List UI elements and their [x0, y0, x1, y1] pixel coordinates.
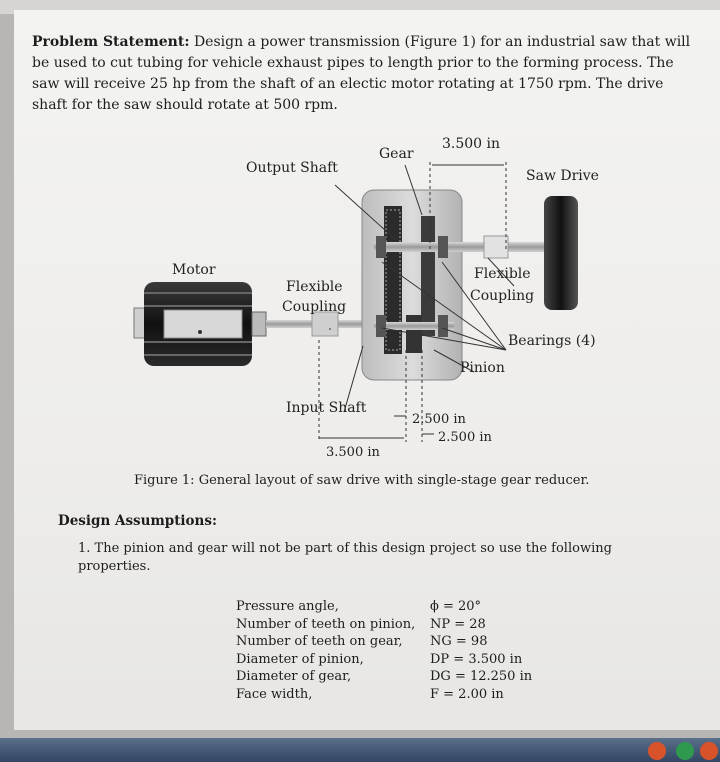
label-dim-2500-b: 2.500 in [438, 430, 492, 445]
taskbar-app-icon[interactable] [676, 742, 694, 760]
label-dim-top: 3.500 in [442, 136, 501, 152]
right-coupling [484, 236, 508, 258]
document-page [14, 10, 720, 730]
saw-drive-wheel [544, 196, 578, 310]
label-gear: Gear [379, 146, 414, 162]
property-row: Diameter of pinion, DP = 3.500 in [236, 651, 523, 667]
label-motor: Motor [172, 262, 216, 278]
taskbar-app-icon[interactable] [700, 742, 718, 760]
label-flexible-coupling-right-2: Coupling [470, 288, 535, 304]
output-shaft [374, 242, 550, 252]
label-saw-drive: Saw Drive [526, 168, 599, 184]
left-coupling [312, 312, 338, 336]
property-row: Number of teeth on gear, NG = 98 [236, 634, 488, 649]
figure-caption: Figure 1: General layout of saw drive with single-stage gear reducer. [134, 473, 590, 488]
figure-1 [14, 10, 720, 470]
label-flexible-coupling-left-1: Flexible [286, 279, 343, 295]
label-pinion: Pinion [460, 360, 505, 376]
label-flexible-coupling-left-2: Coupling [282, 299, 347, 315]
property-row: Number of teeth on pinion, NP = 28 [236, 616, 486, 632]
property-row: Face width, F = 2.00 in [236, 686, 504, 702]
property-row: Diameter of gear, DG = 12.250 in [236, 669, 533, 684]
label-output-shaft: Output Shaft [246, 160, 338, 176]
label-dim-2500-a: 2.500 in [412, 412, 466, 427]
problem-text: Design a power transmission (Figure 1) for an industrial saw that will be used to cut tubing for vehicle exhaust pipes to length prior to the forming process. The saw will receive 25 hp from the shaft of an electic motor rotating at 1750 rpm. The drive shaft for the saw should rotate at 500 rpm. [32, 34, 691, 113]
property-row: Pressure angle, ϕ = 20° [236, 599, 482, 614]
properties-table [236, 598, 532, 703]
taskbar [0, 738, 720, 762]
label-dim-3500-bottom: 3.500 in [326, 445, 380, 460]
taskbar-app-icon[interactable] [648, 742, 666, 760]
label-input-shaft: Input Shaft [286, 400, 367, 416]
problem-heading: Problem Statement: [32, 34, 190, 50]
motor-drawing [134, 282, 266, 366]
design-assumptions-title: Design Assumptions: [58, 513, 217, 529]
assumption-item-1: 1. The pinion and gear will not be part of this design project so use the following properties. [78, 541, 612, 574]
label-bearings: Bearings (4) [508, 333, 596, 349]
label-flexible-coupling-right-1: Flexible [474, 266, 531, 282]
